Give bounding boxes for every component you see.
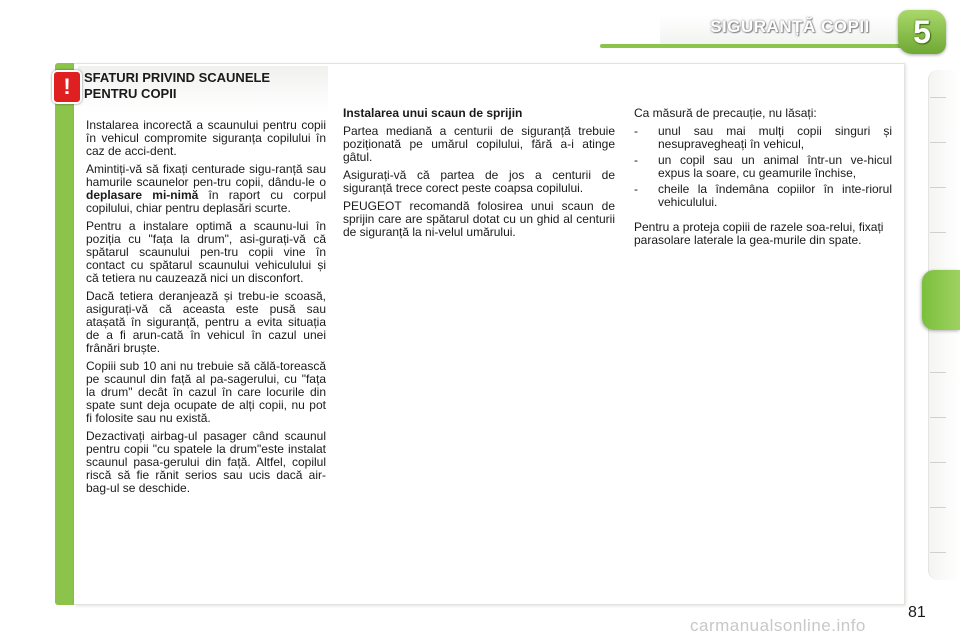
- list-item: [634, 125, 892, 151]
- list-dash: -: [634, 124, 638, 138]
- paragraph: Copiii sub 10 ani nu trebuie să călă-torească pe scaunul din față al pa-sagerului, cu "fața la drum" decât în cazul în care locurile din spate sunt deja ocupate de alți copii, nu pot fi folosite sau nu există.: [86, 359, 326, 425]
- text-span: în raport cu corpul copilului, chiar pentru deplasări scurte.: [86, 188, 326, 215]
- precaution-list: [634, 125, 892, 209]
- chapter-title: SIGURANȚĂ COPII: [710, 17, 870, 36]
- list-item-text: un copil sau un animal într-un ve-hicul expus la soare, cu geamurile închise,: [658, 153, 892, 180]
- paragraph: Instalarea incorectă a scaunului pentru copii în vehicul compromite siguranța copilului în caz de acci-dent.: [86, 118, 326, 158]
- section-title: [84, 70, 334, 102]
- chapter-number: 5: [913, 13, 931, 50]
- list-dash: -: [634, 153, 638, 167]
- list-dash: -: [634, 182, 638, 196]
- chapter-badge: [898, 10, 946, 54]
- paragraph: Ca măsură de precauție, nu lăsați:: [634, 106, 817, 120]
- warning-icon: !: [52, 70, 82, 104]
- watermark: carmanualsonline.info: [690, 616, 866, 635]
- paragraph: Pentru a instalare optimă a scaunu-lui în poziția cu "fața la drum", asi-gurați-vă că spătarul scaunului pen-tru copii vine în contact cu spătarul scaunului vehiculului și că tetiera nu cauzează nici un disconfort.: [86, 219, 326, 285]
- section-title-line1: SFATURI PRIVIND SCAUNELE: [84, 70, 271, 85]
- text-span: Amintiți-vă să fixați centurade sigu-ranță sau hamurile scaunelor pen-tru copii, dându-le o: [86, 162, 326, 189]
- column-3: [634, 107, 892, 252]
- page-number: 81: [908, 604, 926, 621]
- subheading: Instalarea unui scaun de sprijin: [343, 106, 523, 120]
- tab-divider: [930, 552, 946, 553]
- column-2: [343, 107, 615, 244]
- tab-divider: [930, 372, 946, 373]
- header-accent-line: [600, 44, 930, 48]
- tab-divider: [930, 232, 946, 233]
- paragraph: Asigurați-vă că partea de jos a centurii de siguranță trece corect peste coapsa copilului.: [343, 168, 615, 195]
- paragraph: Dezactivați airbag-ul pasager când scaunul pentru copii "cu spatele la drum"este instalat scaunul pasa-gerului din față. Altfel, copilul riscă să fie rănit serios sau ucis dacă air-bag-ul se deschide.: [86, 429, 326, 495]
- section-title-line2: PENTRU COPII: [84, 86, 177, 101]
- paragraph: [86, 163, 326, 215]
- tab-divider: [930, 97, 946, 98]
- tab-divider: [930, 462, 946, 463]
- tab-divider: [930, 417, 946, 418]
- list-item-text: unul sau mai mulți copii singuri și nesupravegheați în vehicul,: [658, 124, 892, 151]
- tab-divider: [930, 187, 946, 188]
- paragraph: PEUGEOT recomandă folosirea unui scaun de sprijin care are spătarul dotat cu un ghid al centurii de siguranță la ni-velul umărului.: [343, 199, 615, 239]
- active-chapter-tab[interactable]: [922, 270, 960, 330]
- list-item: [634, 183, 892, 209]
- list-item-text: cheile la îndemâna copiilor în inte-riorul vehiculului.: [658, 182, 892, 209]
- paragraph: Pentru a proteja copiii de razele soa-relui, fixați parasolare laterale la gea-murile din spate.: [634, 220, 884, 247]
- tab-divider: [930, 507, 946, 508]
- bold-text: deplasare mi-nimă: [86, 188, 199, 202]
- tab-divider: [930, 142, 946, 143]
- paragraph: Dacă tetiera deranjează și trebu-ie scoasă, asigurați-vă că aceasta este pusă sau atașată în siguranță, pentru a evita situația de a fi arun-cată în vehicul în cazul unei frânări bruște.: [86, 289, 326, 355]
- column-1: [86, 119, 326, 500]
- list-item: [634, 154, 892, 180]
- paragraph: Partea mediană a centurii de siguranță trebuie poziționată pe umărul copilului, fără a-i atinge gâtul.: [343, 124, 615, 164]
